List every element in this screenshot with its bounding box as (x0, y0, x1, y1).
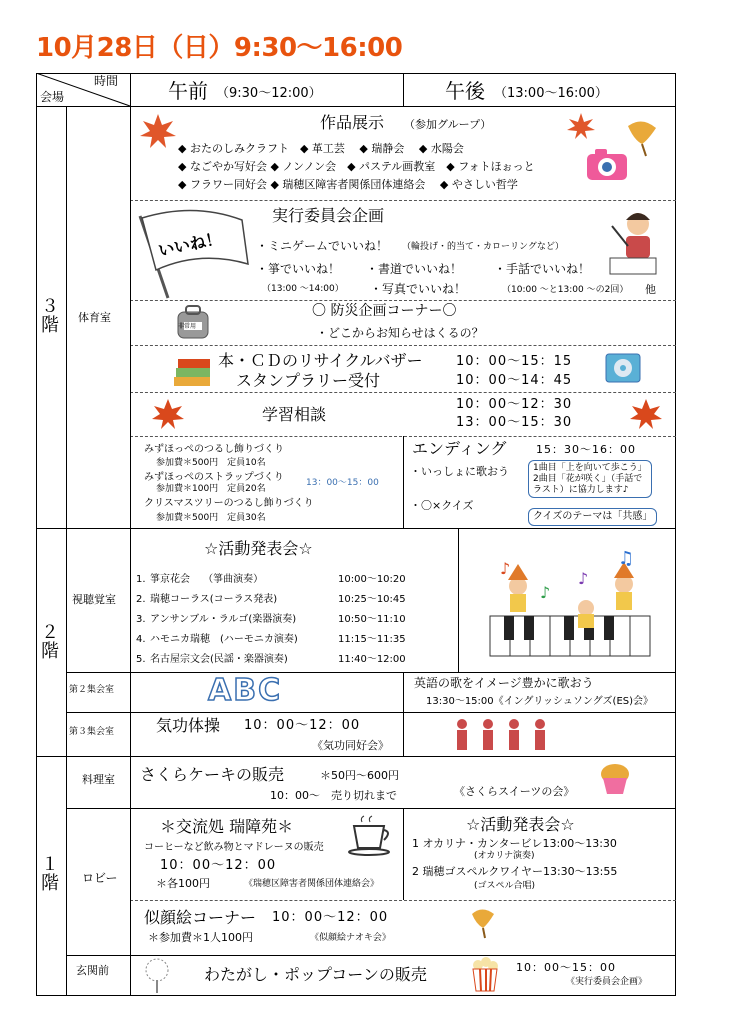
floor-2: ２階 (41, 622, 59, 662)
recycle-title: 本・ＣＤのリサイクルバザー (218, 351, 423, 370)
craft-item-1-note: 参加費＊500円 定員10名 (156, 458, 266, 468)
room-col-divider (130, 73, 131, 996)
svg-text:♫: ♫ (618, 548, 635, 569)
committee-koto: ・箏でいいね！ (256, 262, 341, 276)
activity2-title: ☆活動発表会☆ (204, 539, 313, 558)
coffee-cup-icon (346, 814, 396, 856)
committee-shuwa-time: （10:00 ～と13:00 ～の2回） (502, 285, 629, 295)
activity1-item-2-note: (ゴスペル合唱) (474, 881, 536, 891)
maple-leaf-icon (138, 112, 178, 150)
list-item-name: ハモニカ瑞穂 (ハーモニカ演奏) (150, 634, 298, 645)
kouryu-sub: コーヒーなど飲み物とマドレーヌの販売 (144, 842, 324, 853)
sakura-price: ＊50円～600円 (320, 769, 399, 782)
room-entrance: 玄関前 (76, 964, 109, 977)
song-list-line-2: 2曲目「花が咲く」（手話で (533, 473, 643, 484)
kouryu-time: 10：00～12：00 (160, 858, 277, 873)
floor-1: １階 (41, 854, 59, 894)
dash-divider (130, 392, 676, 393)
emergency-bag-icon (174, 304, 212, 340)
emergency-bag-label: 非常用 (178, 323, 197, 330)
wataame-org: 《実行委員会企画》 (566, 977, 648, 987)
popcorn-icon (470, 956, 500, 992)
dash-divider (130, 345, 676, 346)
craft-item-1: みずほっぺのつるし飾りづくり (144, 444, 284, 455)
exhibit-sub: （参加グループ） (404, 118, 492, 131)
room-meet3: 第３集会室 (69, 727, 115, 737)
cupcake-icon (598, 762, 632, 796)
camera-icon (585, 146, 629, 182)
row-divider (66, 672, 676, 673)
committee-shodo: ・書道でいいね！ (366, 262, 463, 276)
committee-shuwa: ・手話でいいね！ (494, 262, 591, 276)
room-meet2: 第２集会室 (69, 685, 115, 695)
activity1-item-1-note: (オカリナ演奏) (474, 851, 535, 861)
header-divider (36, 106, 676, 107)
study-time-am: 10：00～12：30 (456, 397, 573, 412)
row-divider (66, 808, 676, 809)
maple-leaf-icon (150, 398, 186, 430)
craft-ending-divider (403, 436, 404, 528)
list-item-time: 10:25～10:45 (338, 594, 406, 605)
wataame-time: 10：00～15：00 (516, 961, 616, 974)
nigaoe-fee: ＊参加費＊1人100円 (148, 931, 253, 944)
row-divider (66, 712, 676, 713)
craft-item-2-note: 参加費＊100円 定員20名 (156, 484, 266, 494)
room-lobby: ロビー (82, 871, 118, 885)
bousai-title: 〇 防災企画コーナー〇 (312, 303, 457, 319)
pm-time: （13:00～16:00） (494, 86, 608, 101)
list-item-name: 名古屋宗文会(民謡・楽器演奏) (150, 654, 288, 665)
sakura-title: さくらケーキの販売 (140, 765, 285, 784)
english-time: 13:30～15:00《イングリッシュソングズ(ES)会》 (426, 696, 654, 707)
committee-title: 実行委員会企画 (272, 206, 385, 225)
list-item-time: 11:40～12:00 (338, 654, 406, 665)
exhibit-groups-1: ◆ おたのしみクラフト ◆ 革工芸 ◆ 瑞静会 ◆ 水陽会 (178, 142, 464, 155)
am-time: （9:30～12:00） (216, 86, 322, 101)
flag-text: いいね！ (156, 228, 224, 261)
list-item-no: 4. (136, 634, 146, 645)
svg-text:♪: ♪ (578, 569, 589, 588)
list-item-time: 11:15～11:35 (338, 634, 406, 645)
craft-time: 13：00～15：00 (306, 478, 379, 488)
cotton-candy-icon (140, 956, 174, 994)
kouryu-title: ＊交流処 瑞障苑＊ (160, 817, 294, 836)
song-list-line-1: 1曲目「上を向いて歩こう」 (533, 463, 647, 473)
english-title: 英語の歌をイメージ豊かに歌おう (414, 676, 594, 690)
committee-photo: ・写真でいいね！ (370, 282, 467, 296)
time-label: 時間 (94, 74, 119, 88)
pm-label: 午後 (445, 79, 485, 103)
abc-letters: ABC (208, 673, 283, 708)
room-kitchen: 料理室 (82, 773, 115, 786)
dash-divider (130, 200, 676, 201)
maple-leaf-icon (566, 112, 596, 140)
qigong-divider (403, 712, 404, 756)
craft-item-3: クリスマスツリーのつるし飾りづくり (144, 498, 314, 509)
ginkgo-leaf-icon (468, 906, 498, 940)
committee-other: 他 (645, 283, 656, 296)
nigaoe-time: 10：00～12：00 (272, 910, 389, 925)
committee-koto-time: （13:00 ～14:00） (262, 284, 344, 294)
exhibit-groups-2: ◆ なごやか写好会 ◆ ノンノン会 ◆ パステル画教室 ◆ フォトほぉっと (178, 160, 535, 173)
list-item-time: 10:50～11:10 (338, 614, 406, 625)
craft-item-3-note: 参加費＊500円 定員30名 (156, 513, 266, 523)
study-title: 学習相談 (262, 405, 327, 424)
page-title: 10月28日（日）9:30～16:00 (36, 33, 403, 63)
quiz-theme-bubble: クイズのテーマは「共感」 (528, 508, 657, 526)
piano-music-illustration (474, 546, 664, 668)
am-label: 午前 (168, 79, 208, 103)
kouryu-org: 《瑞穂区障害者関係団体連絡会》 (244, 879, 380, 889)
calligraphy-person-illustration (602, 206, 662, 278)
kouryu-price: ＊各100円 (156, 877, 210, 890)
craft-item-2: みずほっぺのストラップづくり (144, 472, 284, 483)
activity1-item-2: 2 瑞穂ゴスペルクワイヤー13:30～13:55 (412, 865, 618, 878)
svg-text:♪: ♪ (500, 559, 511, 578)
ending-sing: ・いっしょに歌おう (410, 465, 509, 478)
qigong-people-illustration (448, 716, 558, 754)
stamp-time: 10：00～14：45 (456, 373, 573, 388)
activity-divider (458, 528, 459, 672)
svg-text:♪: ♪ (540, 583, 551, 602)
cd-stack-icon (602, 350, 644, 388)
song-list-line-3: ラスト）に協力します♪ (533, 484, 629, 495)
books-icon (172, 355, 214, 389)
wataame-title: わたがし・ポップコーンの販売 (204, 965, 427, 984)
list-item-name: 瑞穂コーラス(コーラス発表) (150, 594, 278, 605)
list-item-no: 5. (136, 654, 146, 665)
room-av: 視聴覚室 (72, 593, 116, 606)
list-item-name: 箏京花会 （箏曲演奏） (150, 574, 264, 585)
qigong-title: 気功体操 (156, 716, 221, 735)
stamp-title: スタンプラリー受付 (236, 371, 381, 390)
committee-minigame-note: （輪投げ・的当て・カローリングなど） (402, 242, 564, 252)
recycle-time: 10：00～15：15 (456, 354, 573, 369)
abc-english-divider (403, 672, 404, 712)
ampm-divider (403, 73, 404, 106)
sakura-org: 《さくらスイーツの会》 (454, 785, 575, 798)
study-time-pm: 13：00～15：30 (456, 415, 573, 430)
nigaoe-title: 似顔絵コーナー (144, 908, 257, 927)
room-gym: 体育室 (78, 311, 111, 324)
bousai-sub: ・どこからお知らせはくるの？ (316, 326, 484, 340)
ending-time: 15：30～16：00 (536, 443, 636, 456)
floor2-divider (36, 756, 676, 757)
nigaoe-org: 《似顔絵ナオキ会》 (310, 933, 391, 943)
floor3-divider (36, 528, 676, 529)
floor-col-divider (66, 106, 67, 996)
ending-title: エンディング (412, 439, 507, 458)
dash-divider (130, 300, 676, 301)
list-item-name: アンサンブル・ラルゴ(楽器演奏) (150, 614, 297, 625)
list-item-time: 10:00～10:20 (338, 574, 406, 585)
list-item-no: 3. (136, 614, 146, 625)
lobby-divider (403, 808, 404, 900)
activity1-title: ☆活動発表会☆ (466, 815, 575, 834)
ending-quiz: ・〇×クイズ (410, 499, 474, 512)
qigong-time: 10：00～12：00 (244, 718, 361, 733)
song-list-bubble (528, 460, 652, 498)
venue-label: 会場 (40, 90, 65, 104)
maple-leaf-icon (628, 398, 664, 430)
sakura-time: 10：00～ 売り切れまで (270, 789, 397, 802)
floor-3: ３階 (41, 296, 59, 336)
exhibit-groups-3: ◆ フラワー同好会 ◆ 瑞穂区障害者関係団体連絡会 ◆ やさしい哲学 (178, 178, 518, 191)
list-item-no: 2. (136, 594, 146, 605)
activity1-item-1: 1 オカリナ・カンタービレ13:00～13:30 (412, 837, 617, 850)
qigong-org: 《気功同好会》 (312, 739, 389, 752)
exhibit-title: 作品展示 (320, 113, 385, 132)
committee-minigame: ・ミニゲームでいいね！ (256, 239, 389, 253)
list-item-no: 1. (136, 574, 146, 585)
dash-divider (130, 900, 676, 901)
